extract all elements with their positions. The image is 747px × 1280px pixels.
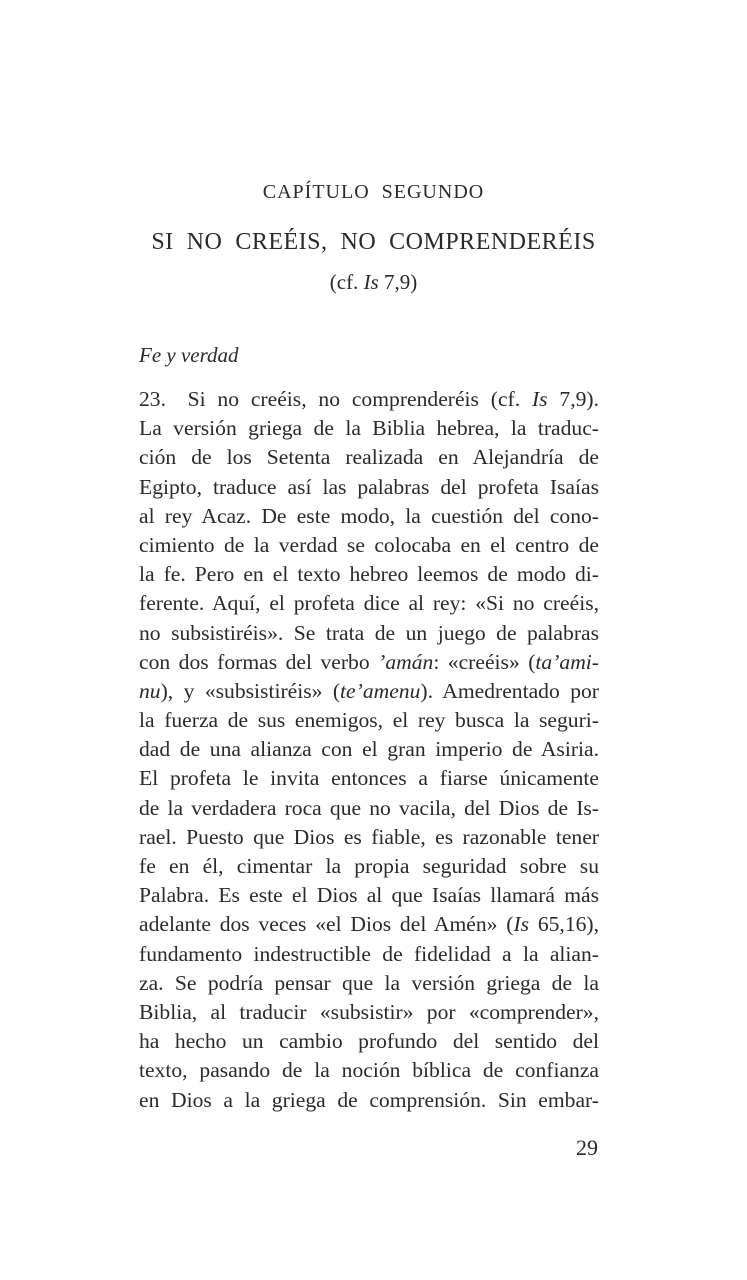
text-line xyxy=(139,1027,599,1056)
text-run: la fe. Pero en el texto hebreo leemos de modo di- xyxy=(139,562,599,587)
text-run: El profeta le invita entonces a fiarse únicamente xyxy=(139,766,599,791)
text-line xyxy=(139,677,599,706)
text-run: al rey Acaz. De este modo, la cuestión del cono- xyxy=(139,503,599,528)
text-line xyxy=(139,969,599,998)
text-run: la fuerza de sus enemigos, el rey busca la seguri- xyxy=(139,708,599,733)
text-run: dad de una alianza con el gran imperio de Asiria. xyxy=(139,737,599,762)
text-line xyxy=(139,940,599,969)
text-run: Palabra. Es este el Dios al que Isaías llamará más xyxy=(139,883,599,908)
text-run: ), y «subsistiréis» ( xyxy=(160,678,341,703)
italic-run: ta’ami- xyxy=(535,649,599,674)
text-line xyxy=(139,502,599,531)
text-run: ha hecho un cambio profundo del sentido del xyxy=(139,1029,599,1054)
text-run: fe en él, cimentar la propia seguridad sobre su xyxy=(139,854,599,878)
chapter-ref-close: 7,9) xyxy=(378,270,418,294)
text-run: cimiento de la verdad se colocaba en el centro de xyxy=(139,532,599,557)
chapter-ref-book: Is xyxy=(363,270,379,294)
text-line xyxy=(139,443,599,472)
text-run: no subsistiréis». Se trata de un juego de palabras xyxy=(139,620,599,645)
chapter-title: SI NO CREÉIS, NO COMPRENDERÉIS xyxy=(151,229,596,255)
text-run: 7,9). xyxy=(547,387,600,411)
text-run: ferente. Aquí, el profeta dice al rey: «Si no creéis, xyxy=(139,591,599,616)
text-line xyxy=(139,764,599,793)
italic-run: Is xyxy=(513,912,530,937)
text-run: texto, pasando de la noción bíblica de confianza xyxy=(139,1058,599,1083)
text-run: con dos formas del verbo xyxy=(139,649,379,674)
text-line xyxy=(139,794,599,823)
text-run: adelante dos veces «el Dios del Amén» ( xyxy=(139,912,514,937)
text-line xyxy=(139,560,599,589)
italic-run: nu xyxy=(139,678,161,703)
section-heading: Fe y verdad xyxy=(139,343,239,367)
chapter-label: CAPÍTULO SEGUNDO xyxy=(262,181,485,203)
text-run: ción de los Setenta realizada en Alejandría de xyxy=(139,445,599,470)
text-run: Biblia, al traducir «subsistir» por «comprender», xyxy=(139,999,599,1024)
text-line xyxy=(139,648,599,677)
text-line xyxy=(139,881,599,910)
text-line xyxy=(139,1056,599,1085)
text-run: 65,16), xyxy=(529,912,599,937)
text-run: ). Amedrentado por xyxy=(420,678,599,703)
text-run: La versión griega de la Biblia hebrea, la traduc- xyxy=(139,416,599,441)
text-line xyxy=(139,910,599,939)
italic-run: Is xyxy=(531,387,548,411)
text-run: Egipto, traduce así las palabras del profeta Isaías xyxy=(139,474,599,499)
text-run: rael. Puesto que Dios es fiable, es razonable tener xyxy=(139,824,599,849)
italic-run: ’amán xyxy=(378,649,434,674)
text-line xyxy=(139,1086,599,1115)
text-line xyxy=(139,706,599,735)
text-line xyxy=(139,385,599,414)
text-run: en Dios a la griega de comprensión. Sin embar- xyxy=(139,1087,599,1112)
text-line xyxy=(139,531,599,560)
text-line xyxy=(139,735,599,764)
text-run: de la verdadera roca que no vacila, del Dios de Is- xyxy=(139,795,599,820)
chapter-ref-open: (cf. xyxy=(329,270,364,294)
text-line xyxy=(139,473,599,502)
text-line xyxy=(139,998,599,1027)
italic-run: te’amenu xyxy=(340,678,421,703)
text-run: : «creéis» ( xyxy=(433,649,536,674)
text-line xyxy=(139,852,599,881)
page-number: 29 xyxy=(576,1135,598,1160)
paragraph-23 xyxy=(139,385,599,1115)
text-line xyxy=(139,823,599,852)
text-line xyxy=(139,414,599,443)
text-line xyxy=(139,619,599,648)
text-run: 23. Si no creéis, no comprenderéis (cf. xyxy=(139,387,532,411)
text-line xyxy=(139,589,599,618)
text-run: za. Se podría pensar que la versión griega de la xyxy=(139,970,599,995)
text-run: fundamento indestructible de fidelidad a la alian- xyxy=(139,941,599,966)
chapter-reference xyxy=(0,270,747,295)
